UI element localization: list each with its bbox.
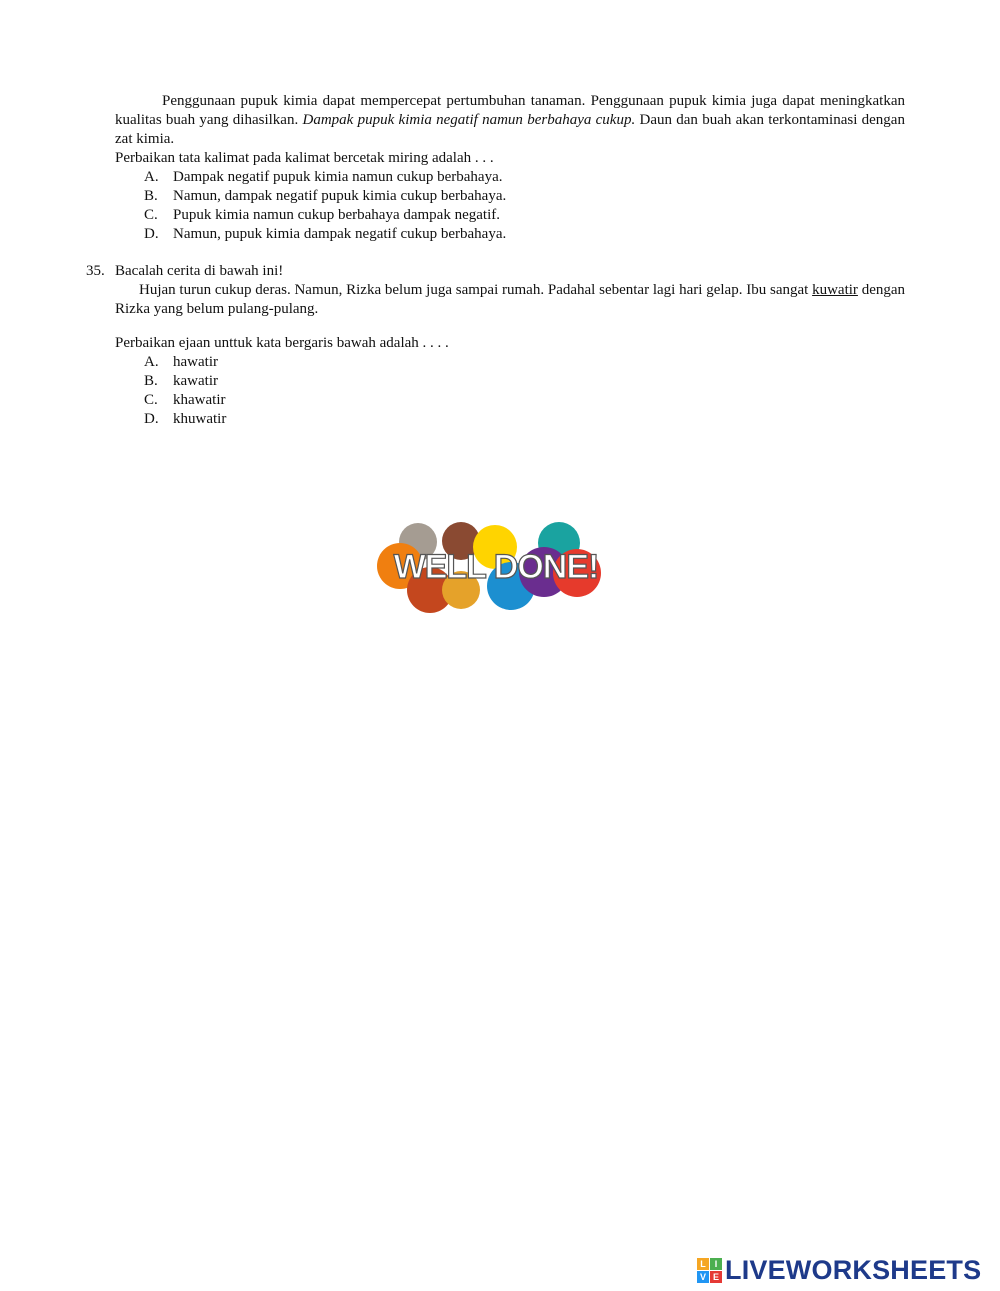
q35-story-part2: dengan Rizka yang belum pulang-pulang.: [115, 282, 906, 317]
well-done-badge: [374, 520, 619, 618]
q35-option-a[interactable]: [144, 353, 904, 372]
option-text: kawatir: [173, 373, 218, 389]
q35-option-d[interactable]: [144, 410, 904, 429]
option-text: hawatir: [173, 354, 218, 370]
option-text: khuwatir: [173, 411, 227, 427]
q35-story-part1: Hujan turun cukup deras. Namun, Rizka belum juga sampai rumah. Padahal sebentar lagi hari gelap. Ibu sangat: [139, 282, 809, 298]
logo-square: V: [697, 1271, 709, 1283]
badge-text: WELL DONE!: [393, 548, 599, 586]
option-letter: C.: [144, 207, 158, 223]
option-letter: B.: [144, 188, 158, 204]
q35-story: [115, 281, 905, 319]
option-text: khawatir: [173, 392, 226, 408]
q34-options: [144, 168, 904, 244]
option-letter: D.: [144, 226, 159, 242]
q34-prompt: Perbaikan tata kalimat pada kalimat bercetak miring adalah . . .: [115, 150, 494, 166]
logo-square: L: [697, 1258, 709, 1270]
q35-options: [144, 353, 904, 429]
q34-paragraph-part2: Daun dan buah akan terkontaminasi dengan zat kimia.: [115, 112, 905, 147]
q35-option-c[interactable]: [144, 391, 904, 410]
q35-prompt: Perbaikan ejaan unttuk kata bergaris bawah adalah . . . .: [115, 335, 449, 351]
option-letter: B.: [144, 373, 158, 389]
option-letter: C.: [144, 392, 158, 408]
q35-intro: Bacalah cerita di bawah ini!: [115, 263, 284, 279]
option-letter: A.: [144, 354, 159, 370]
q34-option-a[interactable]: [144, 168, 904, 187]
liveworksheets-logo: [697, 1255, 981, 1285]
q35-underlined-word: kuwatir: [812, 282, 858, 298]
option-text: Pupuk kimia namun cukup berbahaya dampak negatif.: [173, 207, 500, 223]
q34-paragraph: [115, 92, 905, 149]
option-text: Namun, pupuk kimia dampak negatif cukup berbahaya.: [173, 226, 507, 242]
q34-option-b[interactable]: [144, 187, 904, 206]
option-text: Namun, dampak negatif pupuk kimia cukup berbahaya.: [173, 188, 507, 204]
q34-option-d[interactable]: [144, 225, 904, 244]
option-letter: A.: [144, 169, 159, 185]
q34-option-c[interactable]: [144, 206, 904, 225]
q34-italic-sentence: Dampak pupuk kimia negatif namun berbahaya cukup.: [302, 112, 636, 128]
option-text: Dampak negatif pupuk kimia namun cukup berbahaya.: [173, 169, 503, 185]
q34-paragraph-part1: Penggunaan pupuk kimia dapat mempercepat pertumbuhan tanaman. Penggunaan pupuk kimia juga dapat meningkatkan kualitas buah yang dihasilkan.: [115, 93, 905, 128]
option-letter: D.: [144, 411, 159, 427]
logo-squares-icon: [697, 1258, 722, 1283]
q35-option-b[interactable]: [144, 372, 904, 391]
q35-number: 35.: [86, 263, 105, 279]
brand-name: LIVEWORKSHEETS: [725, 1254, 982, 1285]
logo-square: E: [710, 1271, 722, 1283]
logo-square: I: [710, 1258, 722, 1270]
